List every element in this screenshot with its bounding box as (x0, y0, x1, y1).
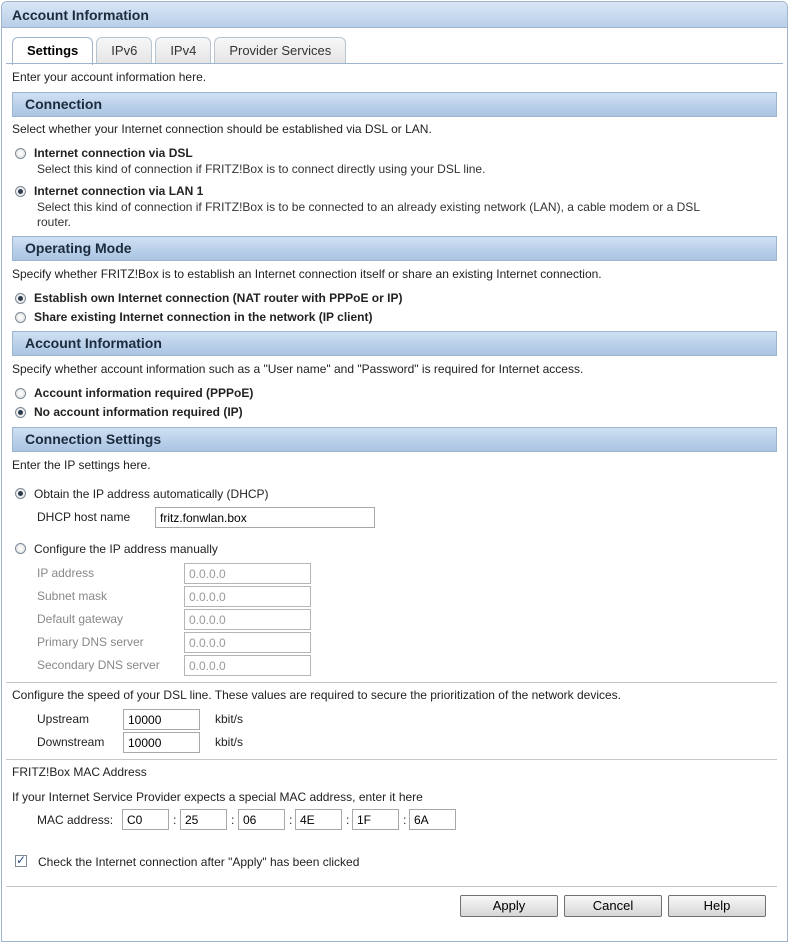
mac-separator: : (289, 813, 293, 827)
ip-address-input[interactable] (184, 563, 311, 584)
ip-address-label: IP address (37, 566, 95, 580)
checkmark-icon: ✓ (16, 853, 27, 867)
upstream-unit: kbit/s (215, 712, 244, 726)
section-connection: Connection (12, 92, 777, 117)
subnet-mask-label: Subnet mask (37, 589, 108, 603)
radio-connection-dsl[interactable] (15, 148, 26, 159)
divider (6, 759, 777, 760)
radio-connection-lan1[interactable] (15, 186, 26, 197)
mac-title: FRITZ!Box MAC Address (12, 765, 147, 779)
divider (6, 886, 777, 887)
mac-separator: : (231, 813, 235, 827)
mac-separator: : (173, 813, 177, 827)
tab-settings[interactable]: Settings (12, 37, 93, 65)
mac-octet-3[interactable] (238, 809, 285, 830)
connection-desc: Select whether your Internet connection should be established via DSL or LAN. (12, 122, 432, 136)
radio-connection-dsl-label: Internet connection via DSL (34, 146, 193, 160)
check-connection-checkbox[interactable] (15, 855, 27, 867)
radio-connection-lan1-desc: Select this kind of connection if FRITZ!Box is to be connected to an already existing network (LAN), a cable modem or a DSL (37, 200, 700, 214)
intro-text: Enter your account information here. (12, 70, 207, 84)
speed-desc: Configure the speed of your DSL line. These values are required to secure the prioritization of the network devices. (12, 688, 622, 702)
dhcp-host-input[interactable] (155, 507, 375, 528)
mac-octet-6[interactable] (409, 809, 456, 830)
section-operating-mode: Operating Mode (12, 236, 777, 261)
divider (6, 682, 777, 683)
radio-own-connection[interactable] (15, 293, 26, 304)
primary-dns-label: Primary DNS server (37, 635, 144, 649)
section-account-information: Account Information (12, 331, 777, 356)
mac-octet-5[interactable] (352, 809, 399, 830)
mac-octet-4[interactable] (295, 809, 342, 830)
radio-no-account-ip-label: No account information required (IP) (34, 405, 243, 419)
downstream-unit: kbit/s (215, 735, 244, 749)
mac-separator: : (403, 813, 407, 827)
mac-octet-2[interactable] (180, 809, 227, 830)
cancel-button[interactable]: Cancel (564, 895, 662, 917)
connection-settings-desc: Enter the IP settings here. (12, 458, 151, 472)
operating-mode-desc: Specify whether FRITZ!Box is to establish an Internet connection itself or share an existing Internet connection. (12, 267, 602, 281)
mac-label: MAC address: (37, 813, 114, 827)
radio-manual-ip-label: Configure the IP address manually (34, 542, 218, 556)
radio-pppoe-label: Account information required (PPPoE) (34, 386, 254, 400)
tab-ipv4[interactable]: IPv4 (155, 37, 211, 64)
secondary-dns-input[interactable] (184, 655, 311, 676)
radio-connection-dsl-desc: Select this kind of connection if FRITZ!Box is to connect directly using your DSL line. (37, 162, 486, 176)
upstream-input[interactable] (123, 709, 200, 730)
tab-divider (6, 63, 783, 64)
downstream-input[interactable] (123, 732, 200, 753)
primary-dns-input[interactable] (184, 632, 311, 653)
radio-pppoe[interactable] (15, 388, 26, 399)
panel-title: Account Information (2, 2, 787, 28)
default-gateway-label: Default gateway (37, 612, 124, 626)
tab-bar (12, 37, 346, 64)
radio-share-connection-label: Share existing Internet connection in the network (IP client) (34, 310, 373, 324)
help-button[interactable]: Help (668, 895, 766, 917)
account-information-desc: Specify whether account information such as a "User name" and "Password" is required for Internet access. (12, 362, 584, 376)
mac-octet-1[interactable] (122, 809, 169, 830)
secondary-dns-label: Secondary DNS server (37, 658, 160, 672)
tab-provider-services[interactable]: Provider Services (214, 37, 346, 64)
tab-ipv6[interactable]: IPv6 (96, 37, 152, 64)
upstream-label: Upstream (37, 712, 90, 726)
radio-no-account-ip[interactable] (15, 407, 26, 418)
default-gateway-input[interactable] (184, 609, 311, 630)
radio-own-connection-label: Establish own Internet connection (NAT router with PPPoE or IP) (34, 291, 403, 305)
section-connection-settings: Connection Settings (12, 427, 777, 452)
downstream-label: Downstream (37, 735, 105, 749)
radio-manual-ip[interactable] (15, 543, 26, 554)
radio-share-connection[interactable] (15, 312, 26, 323)
mac-separator: : (346, 813, 350, 827)
check-connection-label: Check the Internet connection after "Apply" has been clicked (38, 855, 360, 869)
radio-dhcp-label: Obtain the IP address automatically (DHCP) (34, 487, 269, 501)
dhcp-host-label: DHCP host name (37, 510, 131, 524)
apply-button[interactable]: Apply (460, 895, 558, 917)
radio-dhcp[interactable] (15, 488, 26, 499)
mac-desc: If your Internet Service Provider expects a special MAC address, enter it here (12, 790, 423, 804)
radio-connection-lan1-label: Internet connection via LAN 1 (34, 184, 204, 198)
radio-connection-lan1-desc-cont: router. (37, 215, 72, 229)
subnet-mask-input[interactable] (184, 586, 311, 607)
